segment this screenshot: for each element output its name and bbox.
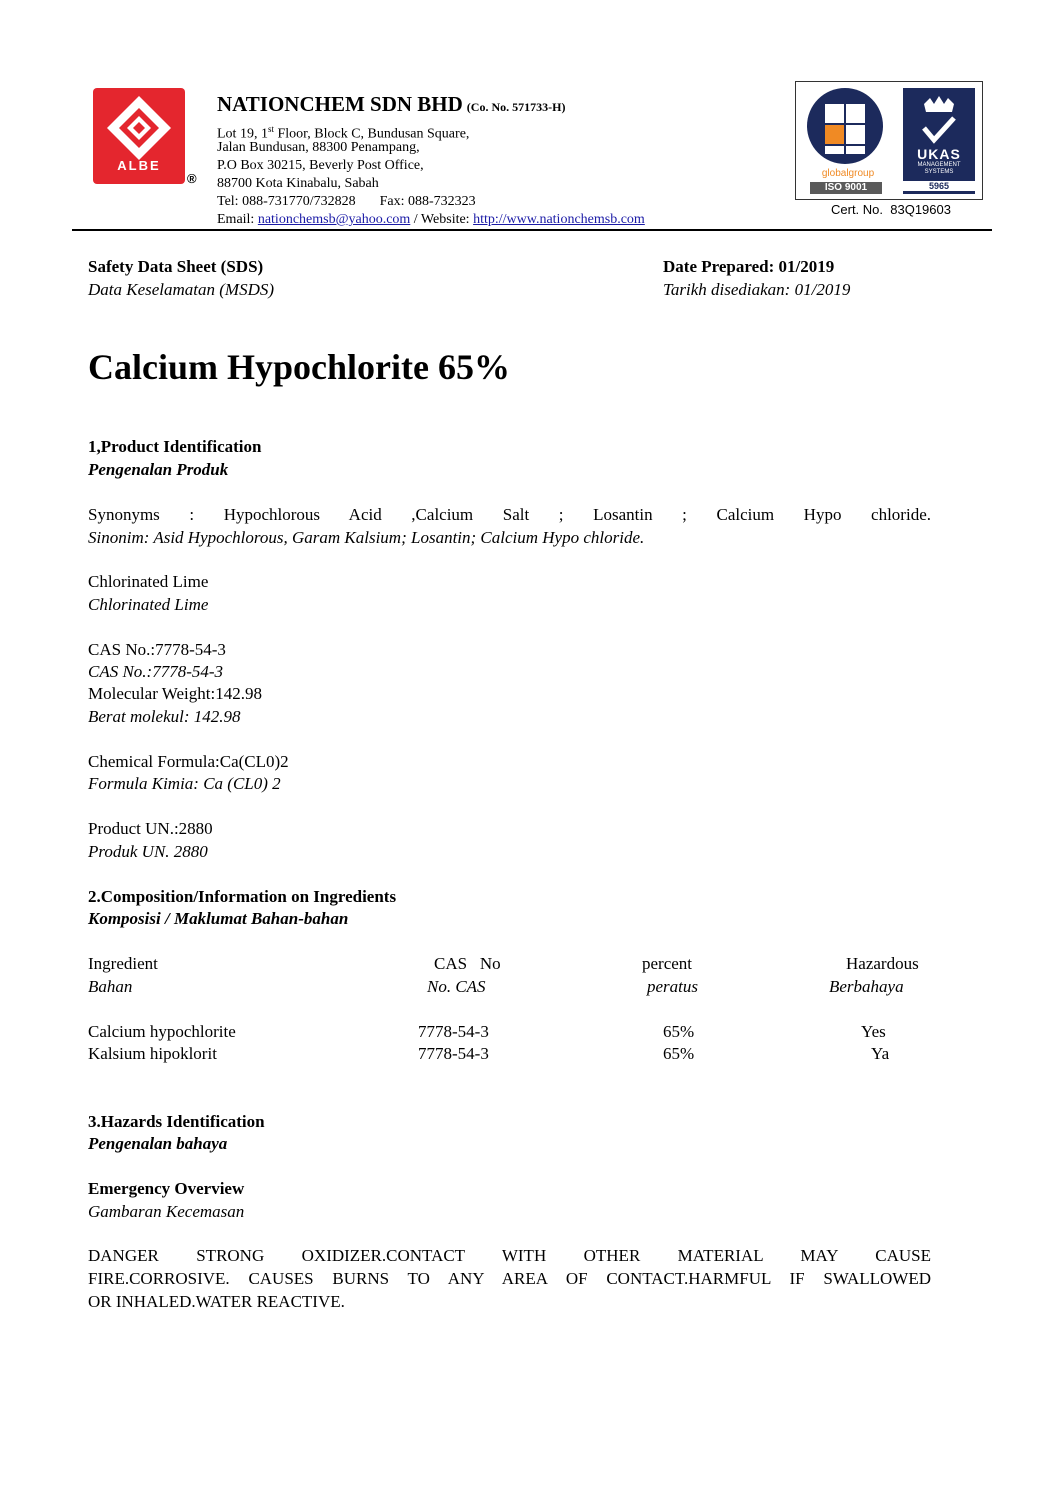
section3-heading-ms: Pengenalan bahaya bbox=[88, 1134, 228, 1153]
globalgroup-icon bbox=[807, 88, 883, 164]
table-row-2-percent: 65% bbox=[663, 1044, 695, 1063]
address-line-2: Jalan Bundusan, 88300 Penampang, bbox=[217, 140, 420, 155]
table-row-2-hazardous: Ya bbox=[871, 1044, 890, 1063]
globalgroup-text: globalgroup bbox=[821, 168, 875, 179]
logo-text: ALBE bbox=[117, 158, 161, 173]
table-row-2-cas: 7778-54-3 bbox=[418, 1044, 489, 1063]
table-row-1-ingredient: Calcium hypochlorite bbox=[88, 1022, 236, 1041]
header-cas: CAS No bbox=[434, 954, 501, 973]
danger-line-1: DANGER STRONG OXIDIZER.CONTACT WITH OTHER MATERIAL MAY CAUSE bbox=[88, 1246, 931, 1265]
ukas-label: UKAS bbox=[917, 146, 961, 162]
address-line-3: P.O Box 30215, Beverly Post Office, bbox=[217, 158, 424, 173]
emergency-overview-ms: Gambaran Kecemasan bbox=[88, 1202, 245, 1221]
cert-number: Cert. No. 83Q19603 bbox=[831, 202, 951, 217]
sds-title: Safety Data Sheet (SDS) bbox=[88, 257, 264, 276]
email-link[interactable]: nationchemsb@yahoo.com bbox=[257, 212, 411, 227]
product-un: Product UN.:2880 bbox=[88, 819, 213, 838]
fax: Fax: 088-732323 bbox=[379, 194, 476, 209]
synonyms-ms: Sinonim: Asid Hypochlorous, Garam Kalsium; Losantin; Calcium Hypo chloride. bbox=[88, 528, 645, 547]
danger-line-2: FIRE.CORROSIVE. CAUSES BURNS TO ANY AREA OF CONTACT.HARMFUL IF SWALLOWED bbox=[88, 1269, 931, 1288]
contact-web: Email: nationchemsb@yahoo.com / Website: http://www.nationchemsb.com bbox=[217, 212, 645, 227]
section1-heading: 1,Product Identification bbox=[88, 437, 262, 456]
header-ingredient-ms: Bahan bbox=[88, 977, 133, 996]
header-hazardous: Hazardous bbox=[846, 954, 919, 973]
date-prepared: Date Prepared: 01/2019 bbox=[663, 257, 835, 276]
emergency-overview: Emergency Overview bbox=[88, 1179, 245, 1198]
address-line-4: 88700 Kota Kinabalu, Sabah bbox=[217, 176, 379, 191]
table-row-1-cas: 7778-54-3 bbox=[418, 1022, 489, 1041]
company-number: (Co. No. 571733-H) bbox=[466, 100, 566, 114]
product-un-ms: Produk UN. 2880 bbox=[88, 842, 208, 861]
iso-label: ISO 9001 bbox=[824, 182, 868, 193]
ukas-number: 5965 bbox=[903, 181, 975, 191]
chlorinated-lime: Chlorinated Lime bbox=[88, 572, 209, 591]
contact-phone bbox=[217, 193, 476, 210]
header-percent-ms: peratus bbox=[647, 977, 698, 996]
header-cas-ms: No. CAS bbox=[427, 977, 486, 996]
synonyms: Synonyms : Hypochlorous Acid ,Calcium Salt ; Losantin ; Calcium Hypo chloride. bbox=[88, 505, 931, 524]
ukas-sub-2: SYSTEMS bbox=[924, 169, 954, 175]
certification-box bbox=[795, 81, 983, 200]
section2-heading: 2.Composition/Information on Ingredients bbox=[88, 887, 397, 906]
header-ingredient: Ingredient bbox=[88, 954, 158, 973]
section2-heading-ms: Komposisi / Maklumat Bahan-bahan bbox=[88, 909, 349, 928]
header-hazardous-ms: Berbahaya bbox=[829, 977, 904, 996]
table-row-2-ingredient: Kalsium hipoklorit bbox=[88, 1044, 217, 1063]
product-title: Calcium Hypochlorite 65% bbox=[88, 347, 510, 387]
chemical-formula: Chemical Formula:Ca(CL0)2 bbox=[88, 752, 289, 771]
website-link[interactable]: http://www.nationchemsb.com bbox=[473, 212, 645, 227]
chlorinated-lime-ms: Chlorinated Lime bbox=[88, 595, 209, 614]
table-row-1-hazardous: Yes bbox=[861, 1022, 886, 1041]
company-logo bbox=[93, 88, 185, 184]
sds-title-ms: Data Keselamatan (MSDS) bbox=[88, 280, 275, 299]
section3-heading: 3.Hazards Identification bbox=[88, 1112, 265, 1131]
chemical-formula-ms: Formula Kimia: Ca (CL0) 2 bbox=[88, 774, 281, 793]
molecular-weight-ms: Berat molekul: 142.98 bbox=[88, 707, 241, 726]
address-line-1: Lot 19, 1st Floor, Block C, Bundusan Square, bbox=[217, 124, 470, 142]
tel: Tel: 088-731770/732828 bbox=[217, 194, 356, 209]
registered-mark: ® bbox=[187, 171, 197, 186]
header-divider bbox=[72, 229, 992, 231]
date-prepared-ms: Tarikh disediakan: 01/2019 bbox=[663, 280, 851, 299]
molecular-weight: Molecular Weight:142.98 bbox=[88, 684, 262, 703]
header-percent: percent bbox=[642, 954, 693, 973]
cas-number-ms: CAS No.:7778-54-3 bbox=[88, 662, 224, 681]
danger-line-3: OR INHALED.WATER REACTIVE. bbox=[88, 1292, 345, 1311]
section1-heading-ms: Pengenalan Produk bbox=[88, 460, 229, 479]
ukas-sub-1: MANAGEMENT bbox=[917, 162, 961, 168]
table-row-1-percent: 65% bbox=[663, 1022, 695, 1041]
company-name: NATIONCHEM SDN BHD (Co. No. 571733-H) bbox=[217, 92, 566, 116]
cas-number: CAS No.:7778-54-3 bbox=[88, 640, 226, 659]
